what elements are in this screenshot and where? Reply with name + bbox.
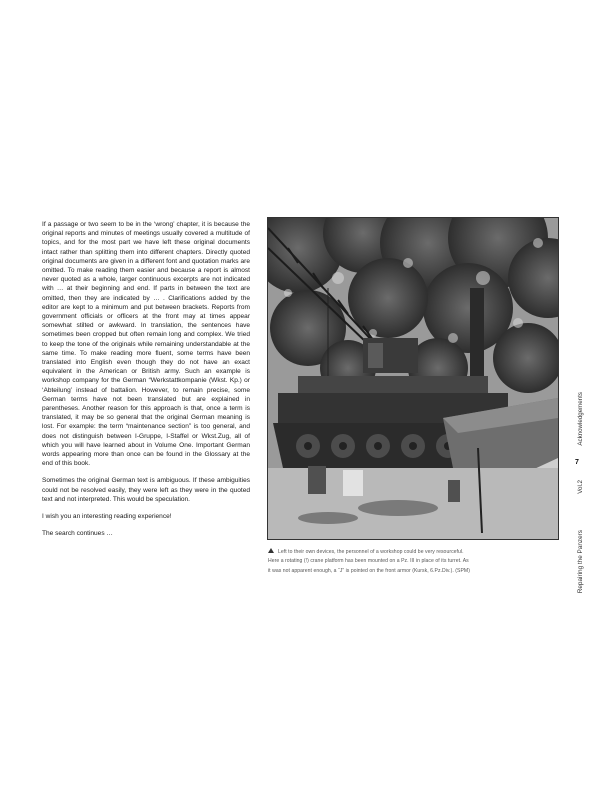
photo-illustration [268, 218, 558, 539]
historical-photo [267, 217, 559, 540]
caption-line-2: Here a rotating (!) crane platform has been mounted on a Pz. III in place of its turret. As [268, 558, 469, 565]
paragraph-wish: I wish you an interesting reading experience! [42, 513, 172, 521]
paragraph-intro: If a passage or two seem to be in the ‘wrong’ chapter, it is because the original reports and minutes of meetings usually covered a multitude of topics, and for the most part we have left these original documents intact rather than splitting them into different chapters. Directly quoted original documents are given in a different font and quotation marks are omitted. To make reading them easier and because a report is almost never quoted as a whole, larger continuous excerpts are not indicated with … at their beginning and end. If parts in between the text are omitted, then they are indicated by … . Clarifications added by the editor are kept to a minimum and put between brackets. Reports from government officials or officers at the front may at times appear somewhat stilted or awkward. In translation, the sentences have sometimes been cropped but often remain long and complex. We tried to keep the tone of the originals while remaining understandable at the same time. To make reading more fluent, some terms have been translated into English even though they do not have an exact equivalent in the American or British army. Such an example is workshop company for the German “Werkstattkompanie (Wkst. Kp.) or ‘Abteilung’ instead of battalion. However, to remain precise, some German terms have not been translated but are explained in parentheses. Another reason for this approach is that, once a term is translated, it may be so general that the original German meaning is lost. For example: the term “maintenance section” is too general, and does not distinguish between I-Gruppe, I-Staffel or Wkst.Zug, all of which you will have learned about in Volume One. Important German words appearing more than once can be found in the Glossary at the end of this book. [42, 221, 250, 468]
page-number: 7 [575, 459, 579, 466]
caption-text-1: Left to their own devices, the personnel of a workshop could be very resourceful. [278, 549, 464, 555]
photo-caption [268, 548, 530, 576]
caption-line-1 [268, 548, 530, 557]
paragraph-ambiguity: Sometimes the original German text is ambiguous. If these ambiguities could not be resolved easily, they were left as they were in the quoted text and not interpreted. This would be speculation. [42, 477, 250, 503]
body-text [42, 220, 250, 547]
caption-line-3: it was not apparent enough, a “J” is pointed on the front armor (Kursk, 6.Pz.Div.). (SPM) [268, 567, 470, 574]
book-title: Repairing the Panzers [577, 530, 584, 594]
paragraph-closing: The search continues … [42, 530, 113, 538]
volume-label: Vol.2 [577, 480, 584, 494]
section-title: Acknowledgements [577, 392, 584, 446]
triangle-marker-icon [268, 548, 274, 553]
